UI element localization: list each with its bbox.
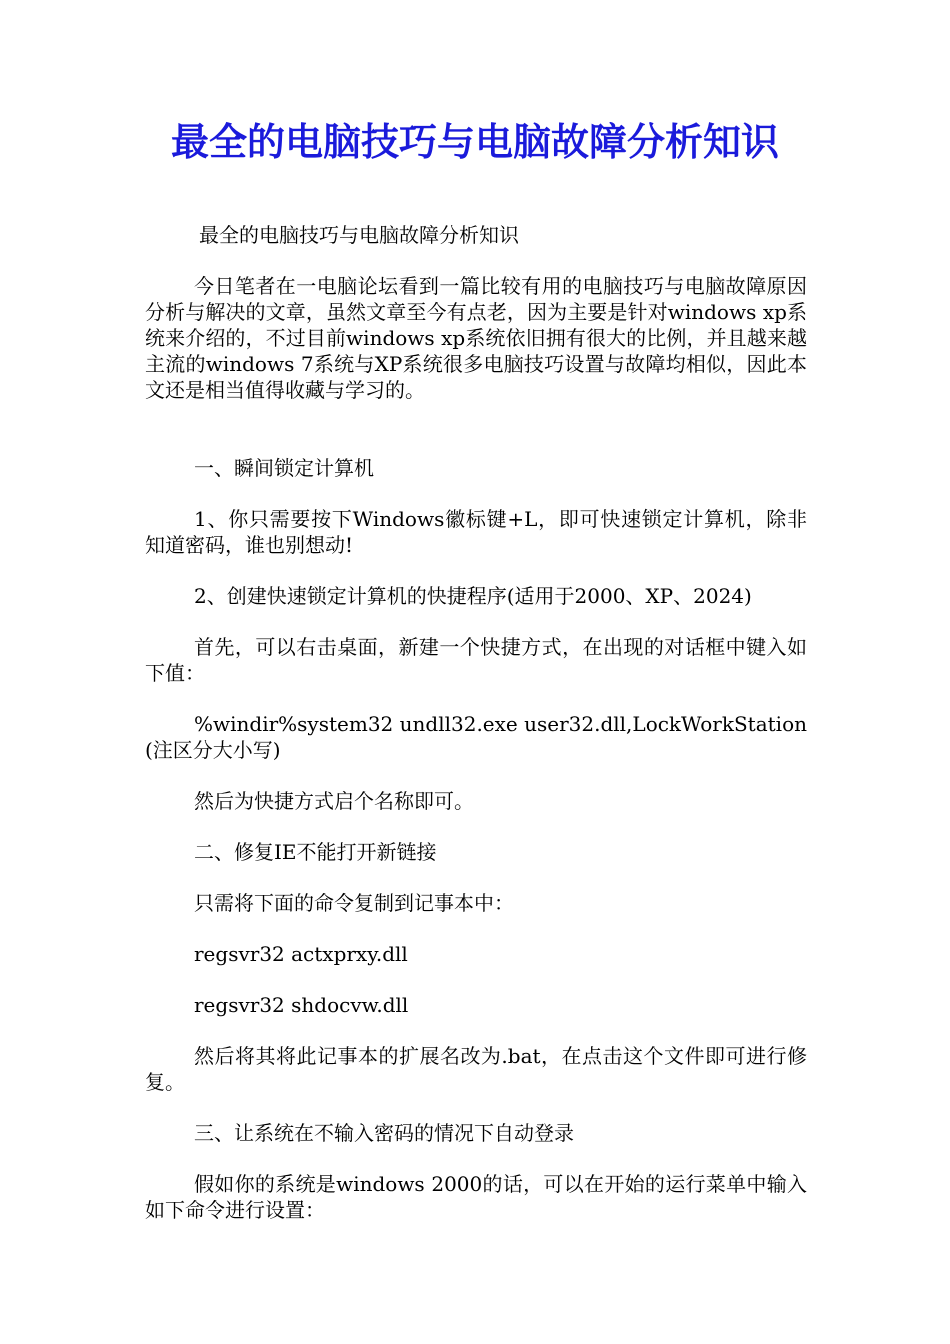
intro-paragraph: 今日笔者在一电脑论坛看到一篇比较有用的电脑技巧与电脑故障原因分析与解决的文章，虽然文章至今有点老，因为主要是针对windows xp系统来介绍的，不过目前windows xp系统依旧拥有很大的比例，并且越来越主流的windows 7系统与XP系统很多电脑技巧设置与故障均相似，因此本文还是相当值得收藏与学习的。 bbox=[145, 274, 807, 402]
paragraph-rename-bat: 然后将其将此记事本的扩展名改为.bat，在点击这个文件即可进行修复。 bbox=[145, 1044, 807, 1094]
section-heading-auto-login: 三、让系统在不输入密码的情况下自动登录 bbox=[194, 1121, 574, 1145]
paragraph-lock-shortcut-key: 1、你只需要按下Windows徽标键+L，即可快速锁定计算机，除非知道密码，谁也别想动! bbox=[145, 507, 807, 557]
paragraph-create-lock-shortcut: 2、创建快速锁定计算机的快捷程序(适用于2000、XP、2024) bbox=[194, 584, 752, 608]
command-line-shdocvw: regsvr32 shdocvw.dll bbox=[194, 993, 409, 1017]
document-body bbox=[145, 222, 807, 1248]
document-title: 最全的电脑技巧与电脑故障分析知识 bbox=[170, 119, 779, 164]
paragraph-name-shortcut: 然后为快捷方式启个名称即可。 bbox=[194, 789, 474, 813]
section-heading-fix-ie: 二、修复IE不能打开新链接 bbox=[194, 840, 437, 864]
paragraph-lock-command: %windir%system32 undll32.exe user32.dll,LockWorkStation(注区分大小写) bbox=[145, 712, 807, 762]
paragraph-copy-commands: 只需将下面的命令复制到记事本中： bbox=[194, 891, 514, 915]
section-heading-lock-computer: 一、瞬间锁定计算机 bbox=[194, 456, 374, 480]
paragraph-windows-2000-setup: 假如你的系统是windows 2000的话，可以在开始的运行菜单中输入如下命令进行设置： bbox=[145, 1172, 807, 1222]
command-line-actxprxy: regsvr32 actxprxy.dll bbox=[194, 942, 408, 966]
paragraph-new-shortcut-steps: 首先，可以右击桌面，新建一个快捷方式，在出现的对话框中键入如下值： bbox=[145, 635, 807, 685]
subtitle-paragraph: 最全的电脑技巧与电脑故障分析知识 bbox=[199, 223, 519, 247]
